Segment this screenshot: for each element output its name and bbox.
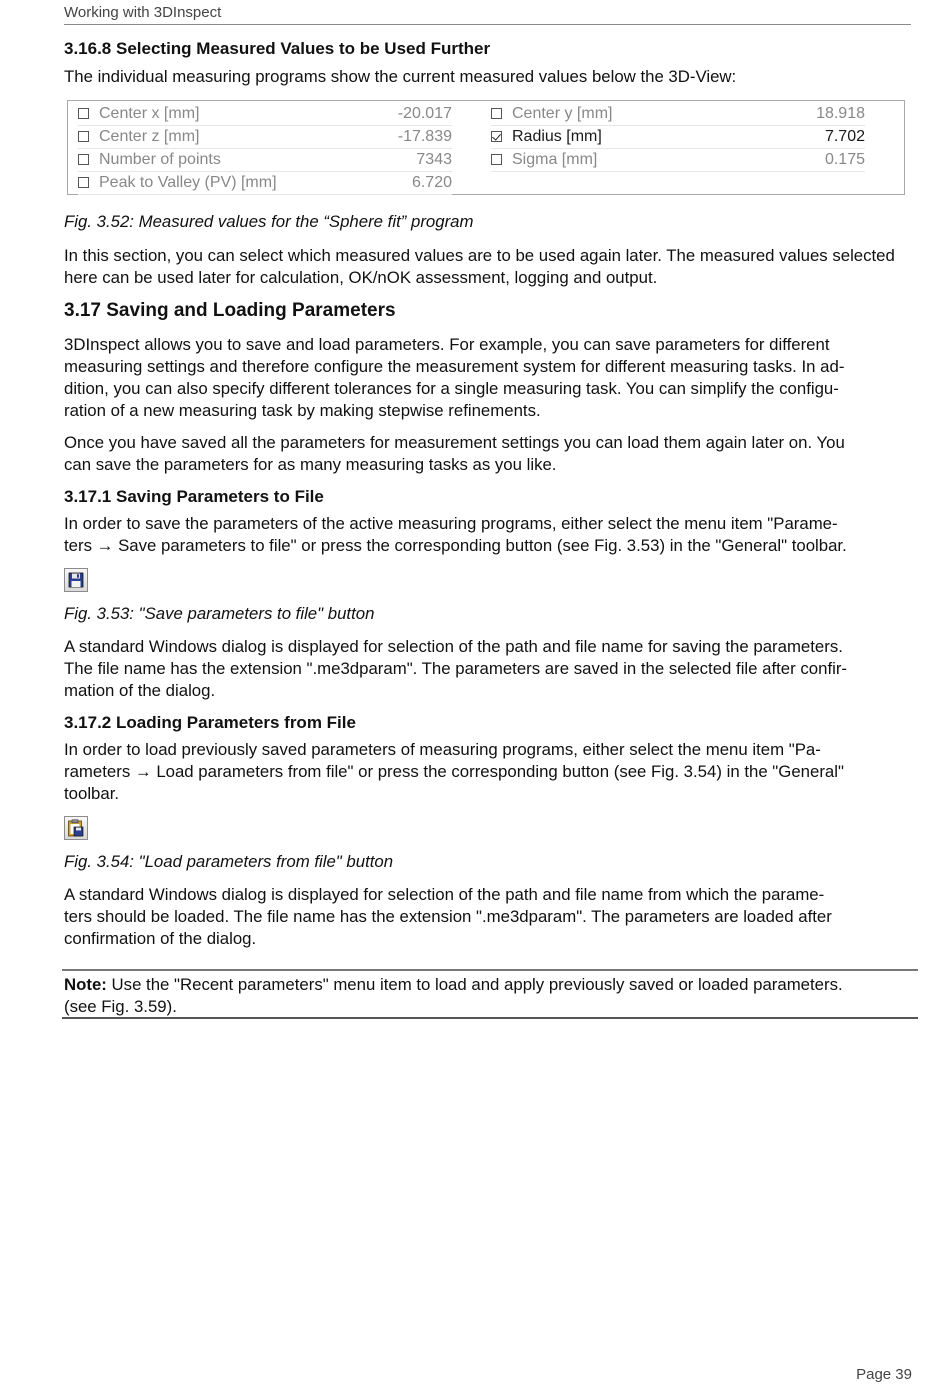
note-label: Note: — [64, 975, 107, 994]
value-number: 7343 — [416, 151, 452, 168]
measured-value-row — [491, 103, 865, 126]
text-line: measuring settings and therefore configure the measurement system for different measuring tasks. In ad- — [64, 357, 845, 376]
text-line: A standard Windows dialog is displayed for selection of the path and file name for saving the parameters. — [64, 637, 843, 656]
save-instructions-paragraph — [64, 513, 916, 557]
text-line: toolbar. — [64, 784, 120, 803]
text-line: Once you have saved all the parameters for measurement settings you can load them again later on. You — [64, 433, 845, 452]
text-line: mation of the dialog. — [64, 681, 216, 700]
text-line: confirmation of the dialog. — [64, 929, 257, 948]
save-parameters-button[interactable] — [64, 568, 88, 592]
value-number: 6.720 — [411, 174, 452, 191]
load-parameters-button[interactable] — [64, 816, 88, 840]
saving-loading-paragraph-2 — [64, 432, 916, 476]
section-heading-3-17: 3.17 Saving and Loading Parameters — [64, 300, 396, 321]
clipboard-load-icon — [65, 817, 87, 839]
text-line: The file name has the extension ".me3dparam". The parameters are saved in the selected file after confir- — [64, 659, 848, 678]
text-line: rameters → Load parameters from file" or press the corresponding button (see Fig. 3.54) in the "General" — [64, 762, 844, 781]
value-number: 18.918 — [816, 105, 865, 122]
measured-value-row — [78, 126, 452, 149]
selection-paragraph: In this section, you can select which measured values are to be used again later. The measured values selected here can be used later for calculation, OK/nOK assessment, logging and output. — [64, 246, 895, 287]
measured-value-row — [491, 126, 865, 149]
saving-loading-paragraph-1 — [64, 334, 916, 422]
note-box — [62, 969, 918, 1019]
value-label: Center z [mm] — [99, 128, 200, 145]
note-line-1: Use the "Recent parameters" menu item to load and apply previously saved or loaded parameters. — [106, 975, 843, 994]
value-checkbox[interactable] — [491, 154, 502, 165]
floppy-disk-icon — [65, 569, 87, 591]
load-dialog-paragraph — [64, 884, 916, 950]
measured-values-panel — [67, 100, 905, 195]
text-line: dition, you can also specify different tolerances for a single measuring task. You can simplify the configu- — [64, 379, 839, 398]
text-line: A standard Windows dialog is displayed for selection of the path and file name from which the parame- — [64, 885, 825, 904]
text-line: ters should be loaded. The file name has the extension ".me3dparam". The parameters are loaded after — [64, 907, 832, 926]
text-line: In order to save the parameters of the active measuring programs, either select the menu item "Parame- — [64, 514, 838, 533]
text-line: 3DInspect allows you to save and load parameters. For example, you can save parameters for different — [64, 335, 830, 354]
value-label: Center y [mm] — [512, 105, 613, 122]
figure-caption-3-52: Fig. 3.52: Measured values for the “Sphere fit” program — [64, 212, 474, 231]
value-checkbox[interactable] — [78, 131, 89, 142]
text-line: ration of a new measuring task by making stepwise refinements. — [64, 401, 541, 420]
value-number: 7.702 — [824, 128, 865, 145]
value-checkbox[interactable] — [78, 177, 89, 188]
text-line: ters → Save parameters to file" or press the corresponding button (see Fig. 3.53) in the "General" toolbar. — [64, 536, 847, 555]
measured-value-row — [491, 149, 865, 172]
section-heading-3-17-1: 3.17.1 Saving Parameters to File — [64, 487, 324, 506]
figure-caption-3-54: Fig. 3.54: "Load parameters from file" button — [64, 852, 394, 871]
value-number: -17.839 — [397, 128, 452, 145]
value-checkbox[interactable] — [78, 154, 89, 165]
intro-paragraph: The individual measuring programs show the current measured values below the 3D-View: — [64, 67, 737, 86]
note-line-2: (see Fig. 3.59). — [64, 997, 177, 1016]
figure-caption-3-53: Fig. 3.53: "Save parameters to file" button — [64, 604, 375, 623]
value-label: Peak to Valley (PV) [mm] — [99, 174, 277, 191]
text-line: In order to load previously saved parameters of measuring programs, either select the menu item "Pa- — [64, 740, 821, 759]
load-instructions-paragraph — [64, 739, 916, 805]
value-label: Sigma [mm] — [512, 151, 598, 168]
measured-value-row — [78, 172, 452, 195]
save-dialog-paragraph — [64, 636, 916, 702]
value-checkbox[interactable] — [491, 108, 502, 119]
section-heading-3-17-2: 3.17.2 Loading Parameters from File — [64, 713, 356, 732]
note-text — [64, 974, 914, 1018]
value-number: 0.175 — [824, 151, 865, 168]
value-label: Center x [mm] — [99, 105, 200, 122]
value-label: Number of points — [99, 151, 221, 168]
running-title: Working with 3DInspect — [64, 4, 222, 21]
measured-value-row — [78, 103, 452, 126]
value-checkbox[interactable] — [78, 108, 89, 119]
value-number: -20.017 — [397, 105, 452, 122]
section-heading-3-16-8: 3.16.8 Selecting Measured Values to be Used Further — [64, 39, 491, 58]
value-checkbox[interactable] — [491, 131, 502, 142]
running-header — [64, 3, 911, 25]
text-line: can save the parameters for as many measuring tasks as you like. — [64, 455, 557, 474]
measured-value-row — [78, 149, 452, 172]
value-label: Radius [mm] — [512, 128, 602, 145]
page-number: Page 39 — [856, 1366, 912, 1383]
